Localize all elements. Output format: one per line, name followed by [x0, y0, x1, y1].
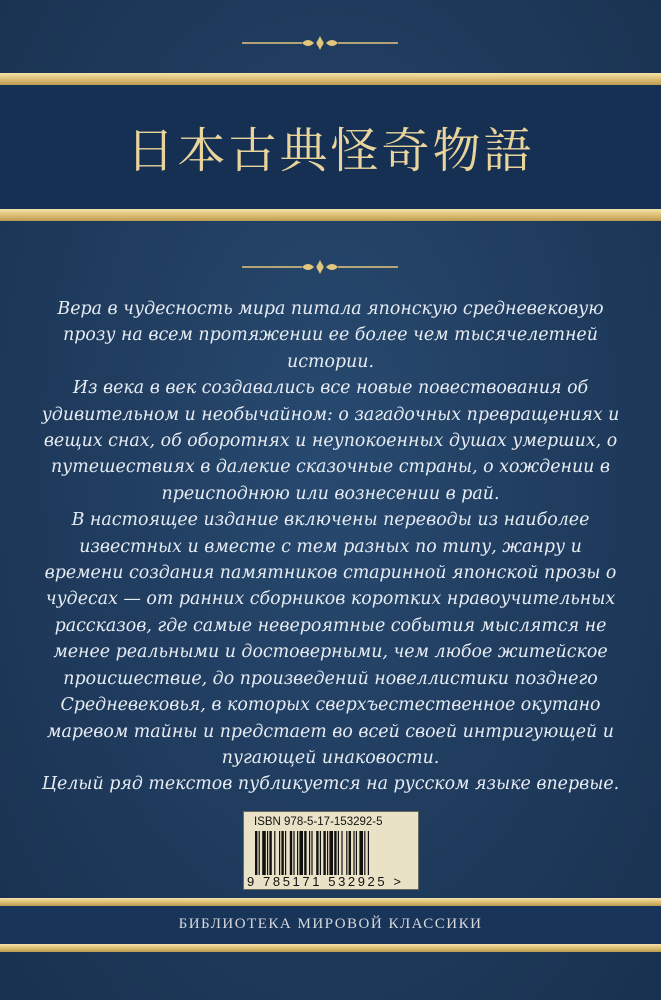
- barcode-bar: [259, 831, 260, 875]
- kanji-title: 日本古典怪奇物語: [126, 123, 535, 179]
- gold-stripe-top-2: [0, 209, 661, 221]
- series-title: БИБЛИОТЕКА МИРОВОЙ КЛАССИКИ: [178, 916, 483, 932]
- barcode-bar: [334, 831, 336, 875]
- description-paragraph: Вера в чудесность мира питала японскую средневековую прозу на всем протяжении ее более чем тысячелетней истории.: [57, 299, 604, 372]
- barcode-bar: [346, 831, 347, 875]
- barcode-bar: [316, 831, 318, 875]
- description-paragraph: Целый ряд текстов публикуется на русском языке впервые.: [41, 774, 620, 795]
- ornament-divider-top: [240, 35, 400, 51]
- description-paragraph: В настоящее издание включены переводы из наиболее известных и вместе с тем разных по типу, жанру и времени создания памятников старинной японской прозы о чудесах — от ранних сборников коротких нравоучительных рассказов, где самые невероятные события мыслятся не менее реальными и достоверными, чем любое житейское происшествие, до произведений новеллистики позднего Средневековья, в которых сверхъестественное окутано маревом тайны и предстает во всей своей интригующей и пугающей инаковости.: [44, 510, 617, 768]
- barcode-bar: [341, 831, 342, 875]
- barcode-bar: [356, 831, 357, 875]
- barcode-bar: [255, 831, 257, 875]
- barcode-bar: [262, 831, 266, 875]
- barcode-bar: [290, 831, 292, 875]
- barcode-bar: [293, 831, 294, 875]
- ornament-divider-middle: [240, 259, 400, 275]
- barcode-bar: [304, 831, 306, 875]
- isbn-number: ISBN 978-5-17-153292-5: [254, 816, 383, 828]
- barcode-bar: [279, 831, 280, 875]
- gold-stripe-bottom-1: [0, 898, 661, 906]
- description-paragraph: Из века в век создавались все новые повествования об удивительном и необычайном: о загадочных превращениях и вещих снах, об оборотнях и неупокоенных душах умерших, о путешествиях в далекие сказочные страны, о хождении в преисподнюю или вознесении в рай.: [41, 378, 620, 504]
- barcode-bars: [255, 831, 411, 875]
- barcode-bar: [267, 831, 268, 875]
- barcode-bar: [309, 831, 310, 875]
- barcode-bar: [299, 831, 303, 875]
- description-text: [40, 296, 621, 798]
- ean-digits: 9 785171 532925 >: [247, 874, 404, 889]
- barcode-bar: [274, 831, 275, 875]
- barcode-bar: [338, 831, 339, 875]
- barcode-bar: [353, 831, 354, 875]
- barcode-bar: [281, 831, 283, 875]
- barcode-bar: [323, 831, 325, 875]
- barcode-bar: [368, 831, 369, 875]
- barcode-bar: [320, 831, 321, 875]
- barcode-bar: [349, 831, 351, 875]
- barcode-bar: [364, 831, 365, 875]
- barcode-bar: [297, 831, 298, 875]
- isbn-barcode: [243, 811, 419, 890]
- barcode-bar: [311, 831, 312, 875]
- barcode-bar: [359, 831, 363, 875]
- barcode-bar: [269, 831, 271, 875]
- gold-stripe-top-1: [0, 73, 661, 85]
- barcode-bar: [329, 831, 333, 875]
- barcode-bar: [285, 831, 286, 875]
- barcode-bar: [327, 831, 328, 875]
- gold-stripe-bottom-2: [0, 944, 661, 952]
